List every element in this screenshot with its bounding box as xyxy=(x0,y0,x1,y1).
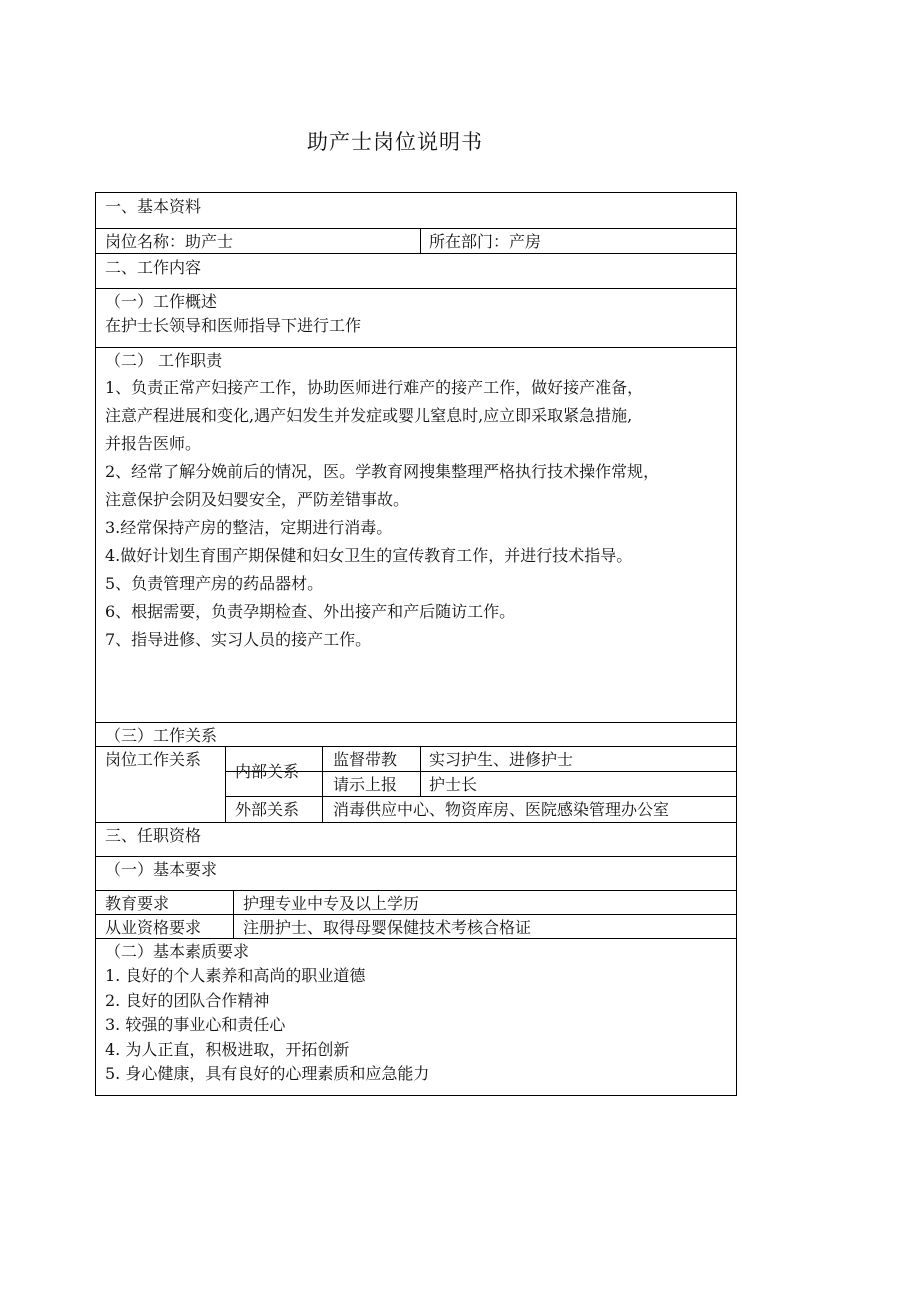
certificate-label: 从业资格要求 xyxy=(105,918,202,937)
duty-line: 注意保护会阴及妇婴安全，严防差错事故。 xyxy=(105,490,410,509)
quality-requirements-heading: （二）基本素质要求 xyxy=(105,942,250,961)
external-relations-value: 消毒供应中心、物资库房、医院感染管理办公室 xyxy=(333,800,670,819)
section-qualifications-heading: 三、任职资格 xyxy=(105,826,202,845)
rule xyxy=(225,746,226,822)
job-description-table xyxy=(95,192,737,1096)
duties-list xyxy=(105,374,659,654)
section-basic-info-heading: 一、基本资料 xyxy=(105,197,202,216)
rule xyxy=(420,746,421,796)
education-label: 教育要求 xyxy=(105,894,170,913)
list-item: 3. 较强的事业心和责任心 xyxy=(105,1015,286,1034)
list-item: 5. 身心健康，具有良好的心理素质和应急能力 xyxy=(105,1064,430,1083)
overview-text: 在护士长领导和医师指导下进行工作 xyxy=(105,316,362,335)
report-value: 护士长 xyxy=(429,775,478,794)
duty-line: 1、负责正常产妇接产工作，协助医师进行难产的接产工作，做好接产准备， xyxy=(105,378,644,397)
relations-heading: （三）工作关系 xyxy=(105,726,218,745)
education-value: 护理专业中专及以上学历 xyxy=(243,894,420,913)
supervise-label: 监督带教 xyxy=(333,750,398,769)
supervise-value: 实习护生、进修护士 xyxy=(429,750,574,769)
list-item: 1. 良好的个人素养和高尚的职业道德 xyxy=(105,966,366,985)
duty-line: 5、负责管理产房的药品器材。 xyxy=(105,574,324,593)
certificate-value: 注册护士、取得母婴保健技术考核合格证 xyxy=(243,918,532,937)
quality-requirements-list xyxy=(105,964,429,1087)
relations-row-label: 岗位工作关系 xyxy=(105,750,202,769)
list-item: 2. 良好的团队合作精神 xyxy=(105,990,270,1010)
department: 所在部门：产房 xyxy=(429,232,542,251)
duty-line: 2、经常了解分娩前后的情况，医。学教育网搜集整理严格执行技术操作常规， xyxy=(105,462,660,481)
internal-relations-label: 内部关系 xyxy=(235,762,300,781)
page-title: 助产士岗位说明书 xyxy=(307,130,483,154)
position-name: 岗位名称：助产士 xyxy=(105,232,234,251)
external-relations-label: 外部关系 xyxy=(235,800,300,819)
report-label: 请示上报 xyxy=(333,775,398,794)
duty-line: 4.做好计划生育围产期保健和妇女卫生的宣传教育工作，并进行技术指导。 xyxy=(105,546,633,565)
duty-line: 注意产程进展和变化,遇产妇发生并发症或婴儿窒息时,应立即采取紧急措施, xyxy=(105,406,633,425)
list-item: 4. 为人正直，积极进取，开拓创新 xyxy=(105,1039,350,1059)
overview-heading: （一）工作概述 xyxy=(105,292,218,311)
duty-line: 3.经常保持产房的整洁，定期进行消毒。 xyxy=(105,518,393,537)
rule xyxy=(322,746,323,822)
rule xyxy=(233,890,234,938)
rule xyxy=(420,228,421,253)
duty-line: 6、根据需要，负责孕期检查、外出接产和产后随访工作。 xyxy=(105,602,516,621)
section-work-content-heading: 二、工作内容 xyxy=(105,258,202,277)
duty-line: 并报告医师。 xyxy=(105,434,202,453)
duties-heading: （二） 工作职责 xyxy=(105,351,223,370)
duty-line: 7、指导进修、实习人员的接产工作。 xyxy=(105,630,372,649)
basic-requirements-heading: （一）基本要求 xyxy=(105,860,218,879)
